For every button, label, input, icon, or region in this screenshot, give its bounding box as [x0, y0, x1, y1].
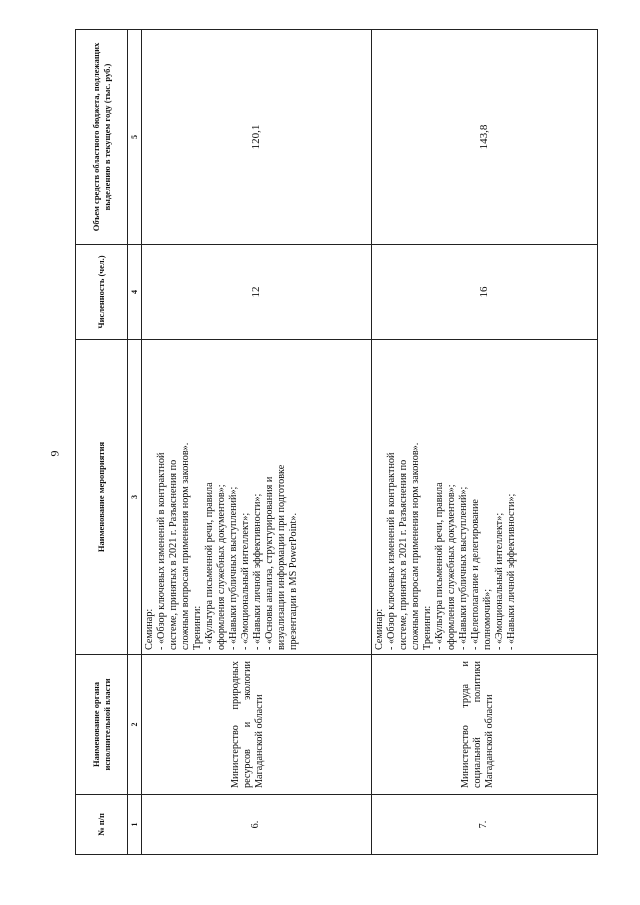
event-line: Тренинги: — [192, 605, 204, 650]
row-count: 16 — [372, 245, 598, 340]
event-line: визуализации информации при подготовке — [276, 464, 288, 650]
event-line: - «Культура письменной речи, правила — [204, 482, 216, 650]
event-line: - «Эмоциональный интеллект»; — [240, 512, 252, 650]
row-number: 6. — [142, 795, 372, 855]
event-line: сложным вопросам применения норм законов». — [410, 442, 422, 650]
header-event: Наименование мероприятия — [76, 340, 128, 655]
event-line: системе, принятых в 2021 г. Разъяснения по — [398, 459, 410, 650]
event-line: - «Навыки личной эффективности»; — [252, 493, 264, 650]
table-row — [372, 30, 598, 855]
event-line: Семинар: — [144, 608, 155, 650]
row-org: Министерство природных ресурсов и экологии Магаданской области — [142, 655, 372, 795]
event-line: - «Навыки публичных выступлений»; — [228, 486, 240, 650]
event-line: презентации в MS PowerPoint». — [288, 512, 300, 650]
page-number: 9 — [47, 450, 62, 457]
index-1: 1 — [128, 795, 142, 855]
header-row — [76, 30, 128, 855]
event-line: - «Эмоциональный интеллект»; — [494, 512, 506, 650]
event-line: - «Обзор ключевых изменений в контрактной — [386, 452, 398, 650]
header-count: Численность (чел.) — [76, 245, 128, 340]
event-line: - «Культура письменной речи, правила — [434, 482, 446, 650]
event-line: - «Обзор ключевых изменений в контрактной — [156, 452, 168, 650]
event-line: системе, принятых в 2021 г. Разъяснения по — [168, 459, 180, 650]
event-line: - «Навыки публичных выступлений»; — [458, 486, 470, 650]
event-line: - «Навыки личной эффективности»; — [506, 493, 518, 650]
event-line: - «Целеполагание и делегирование — [470, 499, 482, 650]
index-5: 5 — [128, 30, 142, 245]
row-count: 12 — [142, 245, 372, 340]
event-line: Семинар: — [374, 608, 385, 650]
row-amount: 120,1 — [142, 30, 372, 245]
header-amount: Объем средств областного бюджета, подлежащих выделению в текущем году (тыс. руб.) — [76, 30, 128, 245]
index-4: 4 — [128, 245, 142, 340]
event-line: оформления служебных документов»; — [446, 484, 458, 650]
row-events — [142, 340, 372, 655]
index-3: 3 — [128, 340, 142, 655]
header-num: № п/п — [76, 795, 128, 855]
event-line: сложным вопросам применения норм законов». — [180, 442, 192, 650]
event-line: Тренинги: — [422, 605, 434, 650]
header-org: Наименование органа исполнительной власти — [76, 655, 128, 795]
rotated-table — [75, 30, 597, 855]
row-amount: 143,8 — [372, 30, 598, 245]
row-number: 7. — [372, 795, 598, 855]
table-row — [142, 30, 372, 855]
event-line: оформления служебных документов»; — [216, 484, 228, 650]
event-line: полномочий»; — [482, 588, 494, 650]
row-org: Министерство труда и социальной политики Магаданской области — [372, 655, 598, 795]
event-line: - «Основы анализа, структурирования и — [264, 476, 276, 650]
row-events — [372, 340, 598, 655]
index-row — [128, 30, 142, 855]
data-table — [75, 29, 598, 855]
index-2: 2 — [128, 655, 142, 795]
